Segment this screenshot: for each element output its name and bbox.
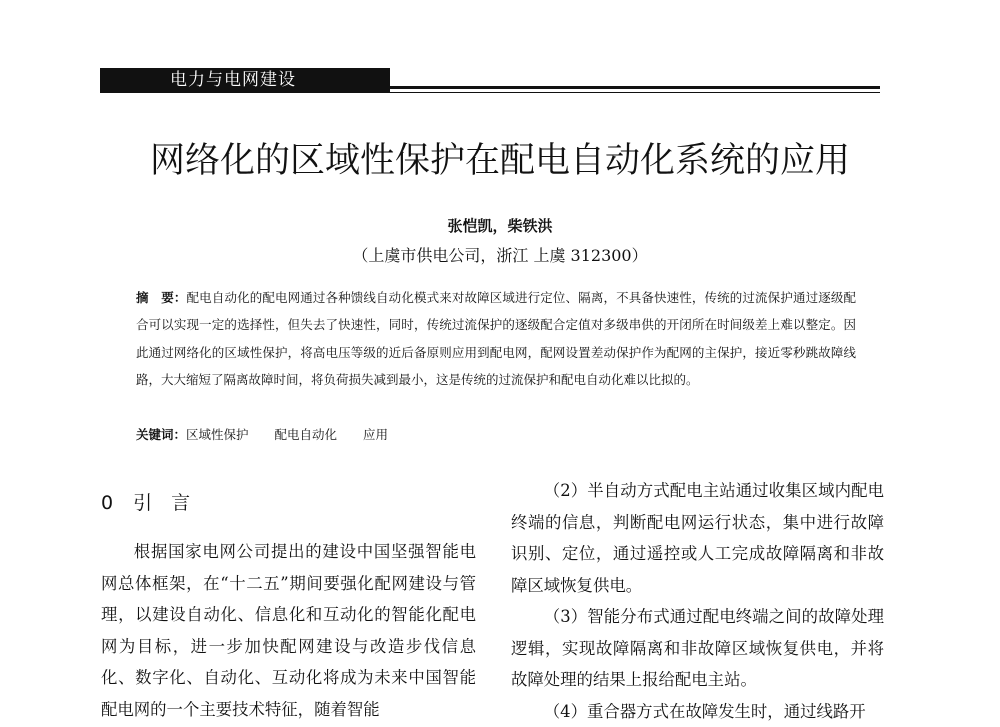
body-paragraph: （2）半自动方式配电主站通过收集区域内配电终端的信息，判断配电网运行状态，集中进行故障识别、定位，通过遥控或人工完成故障隔离和非故障区域恢复供电。 — [511, 475, 884, 601]
abstract-text: 配电自动化的配电网通过各种馈线自动化模式来对故障区域进行定位、隔离，不具备快速性，传统的过流保护通过逐级配合可以实现一定的选择性，但失去了快速性，同时，传统过流保护的逐级配合定值对多级串供的开闭所在时间级差上难以整定。因此通过网络化的区域性保护，将高电压等级的近后备原则应用到配电网，配网设置差动保护作为配网的主保护，接近零秒跳故障线路，大大缩短了隔离故障时间，将负荷损失减到最小，这是传统的过流保护和配电自动化难以比拟的。 — [136, 290, 856, 387]
right-column — [511, 475, 884, 727]
section-number: 0 — [101, 492, 113, 514]
abstract — [136, 284, 856, 394]
section-title: 引 言 — [133, 492, 190, 514]
body-paragraph: （3）智能分布式通过配电终端之间的故障处理逻辑，实现故障隔离和非故障区域恢复供电，并将故障处理的结果上报给配电主站。 — [511, 601, 884, 696]
body-paragraph: 根据国家电网公司提出的建设中国坚强智能电网总体框架，在“十二五”期间要强化配网建设与管理，以建设自动化、信息化和互动化的智能化配电网为目标，进一步加快配网建设与改造步伐信息化、数字化、自动化、互动化将成为未来中国智能配电网的一个主要技术特征，随着智能 — [101, 536, 476, 725]
article-title: 网络化的区域性保护在配电自动化系统的应用 — [0, 138, 1000, 184]
section-heading — [101, 490, 190, 516]
abstract-label: 摘 要： — [136, 290, 187, 305]
article-affiliation: （上虞市供电公司，浙江 上虞 312300） — [0, 246, 1000, 266]
article-authors: 张恺凯，柴铁洪 — [0, 216, 1000, 236]
keyword: 区域性保护 — [186, 427, 249, 442]
body-paragraph: （4）重合器方式在故障发生时，通过线路开 — [511, 696, 884, 727]
journal-section-label: 电力与电网建设 — [170, 69, 296, 91]
keywords-label: 关键词： — [136, 427, 186, 442]
keyword: 应用 — [363, 427, 388, 442]
keywords — [136, 421, 856, 448]
keyword: 配电自动化 — [275, 427, 338, 442]
header-rule-thin — [100, 92, 880, 93]
left-column — [101, 536, 476, 725]
header-rule — [390, 86, 880, 89]
